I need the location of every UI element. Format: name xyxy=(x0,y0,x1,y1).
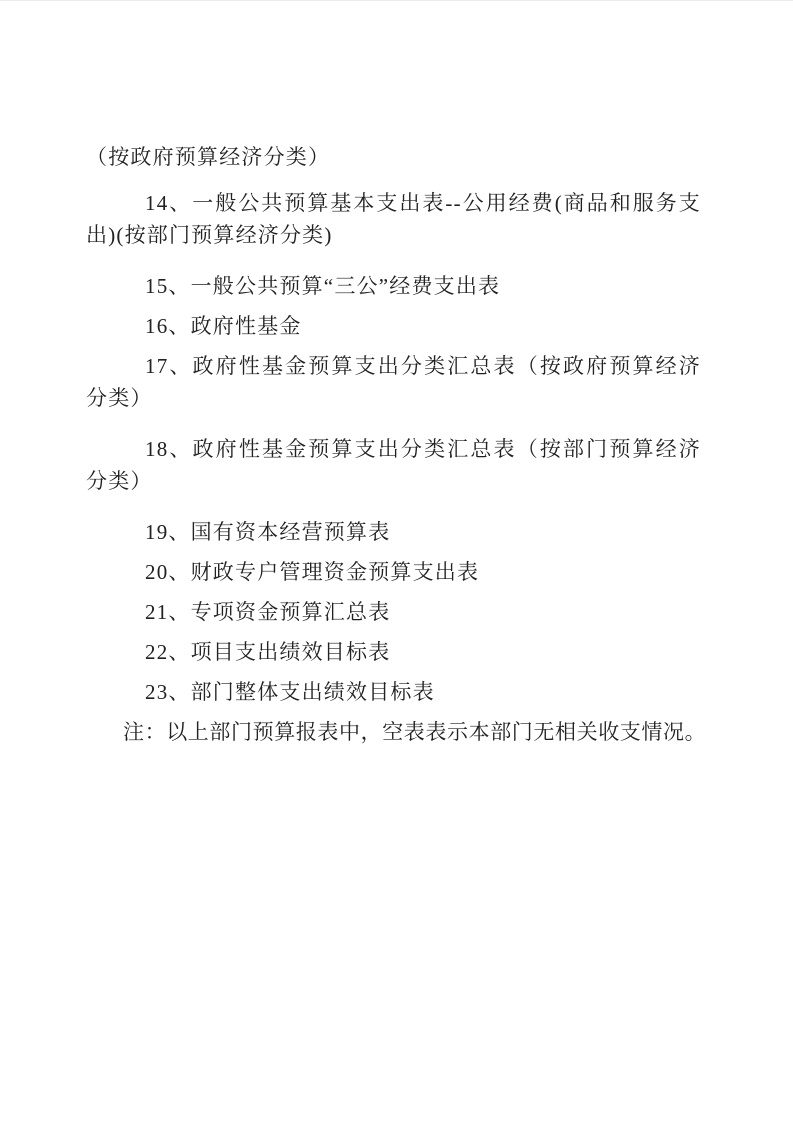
list-item-21: 21、专项资金预算汇总表 xyxy=(145,600,391,624)
list-item-18: 18、政府性基金预算支出分类汇总表（按部门预算经济分类） xyxy=(86,437,701,493)
list-item-14: 14、一般公共预算基本支出表--公用经费(商品和服务支出)(按部门预算经济分类) xyxy=(86,191,701,247)
list-item-20: 20、财政专户管理资金预算支出表 xyxy=(145,560,480,584)
list-item-22: 22、项目支出绩效目标表 xyxy=(145,640,391,664)
list-item-23: 23、部门整体支出绩效目标表 xyxy=(145,680,435,704)
list-item-16: 16、政府性基金 xyxy=(145,314,302,338)
list-item-17: 17、政府性基金预算支出分类汇总表（按政府预算经济分类） xyxy=(86,354,701,410)
paragraph-continuation: （按政府预算经济分类） xyxy=(86,145,331,169)
note-paragraph: 注：以上部门预算报表中，空表表示本部门无相关收支情况。 xyxy=(123,720,707,744)
list-item-19: 19、国有资本经营预算表 xyxy=(145,520,391,544)
list-item-15: 15、一般公共预算“三公”经费支出表 xyxy=(145,274,501,298)
